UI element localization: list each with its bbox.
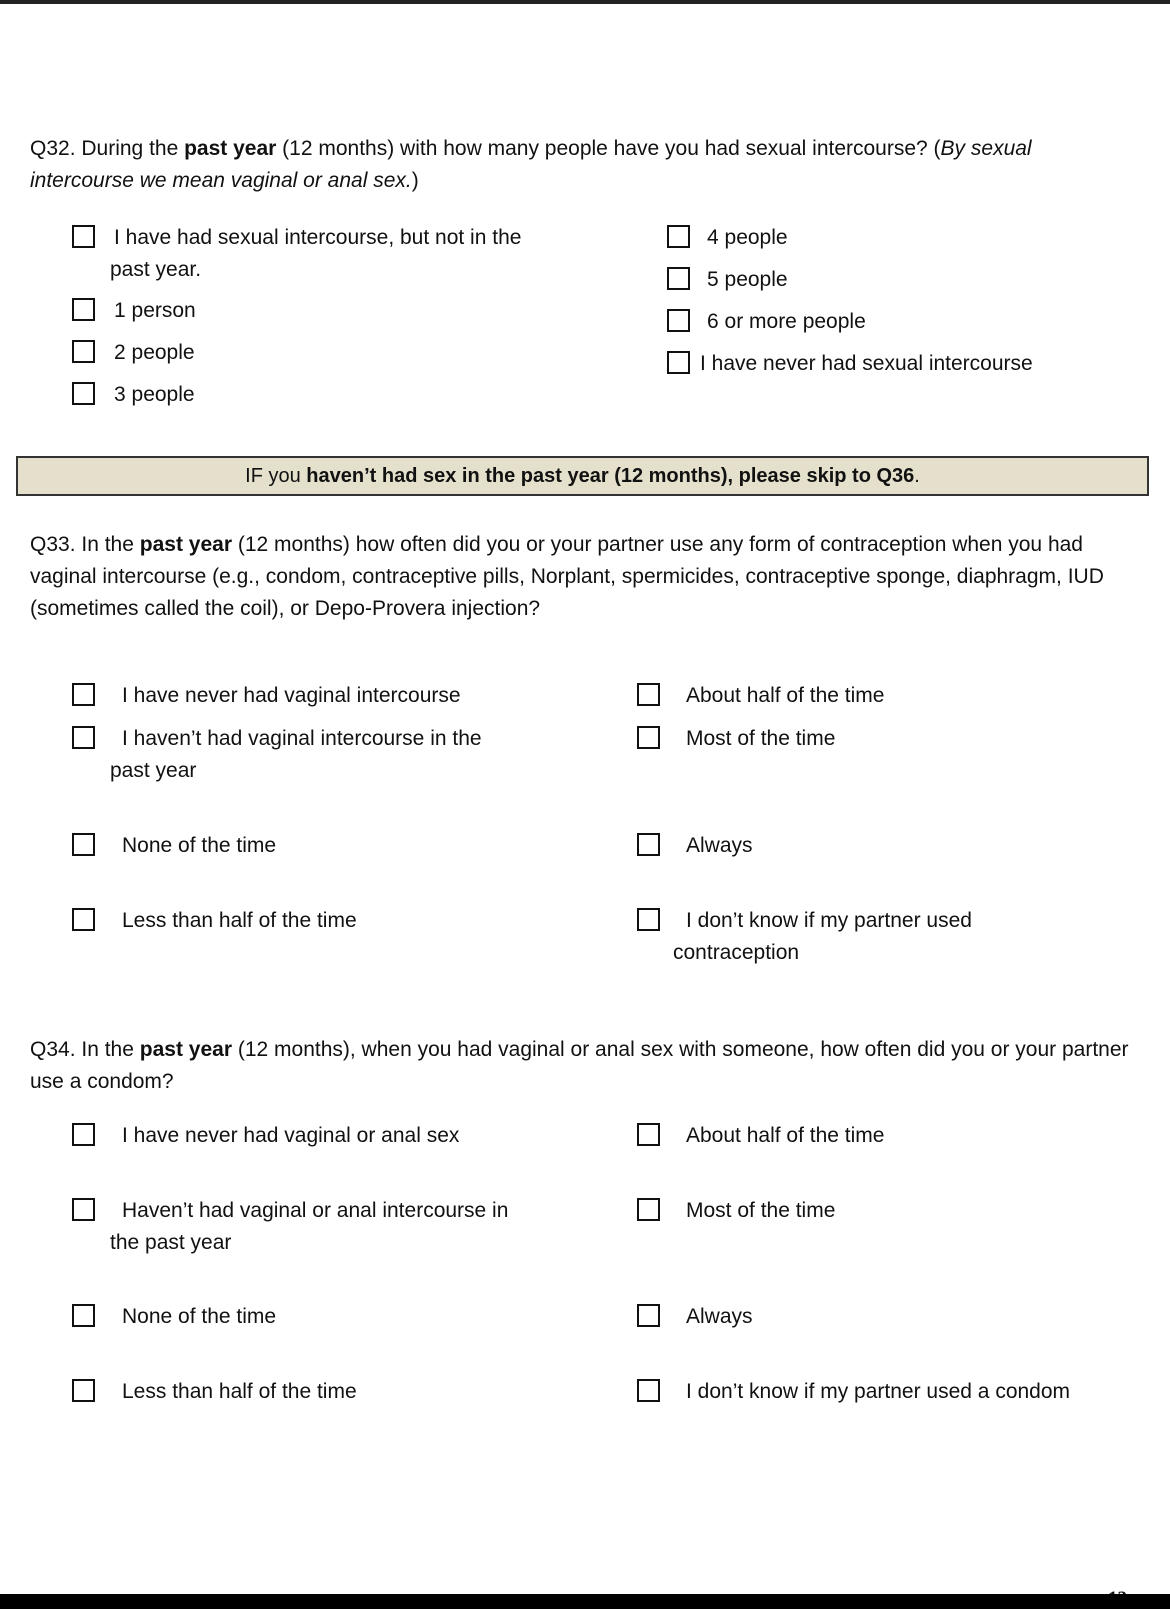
checkbox[interactable] — [72, 340, 95, 363]
checkbox[interactable] — [637, 833, 660, 856]
checkbox[interactable] — [637, 1379, 660, 1402]
checkbox[interactable] — [72, 225, 95, 248]
checkbox[interactable] — [72, 683, 95, 706]
checkbox[interactable] — [72, 382, 95, 405]
checkbox[interactable] — [667, 267, 690, 290]
checkbox[interactable] — [637, 1123, 660, 1146]
checkbox[interactable] — [667, 309, 690, 332]
skip-instruction: IF you haven’t had sex in the past year (12 months), please skip to Q36. — [16, 456, 1149, 496]
checkbox[interactable] — [72, 298, 95, 321]
q34-question: Q34. In the past year (12 months), when you had vaginal or anal sex with someone, how often did you or your partner use a condom? — [30, 1038, 1129, 1093]
checkbox[interactable] — [72, 833, 95, 856]
checkbox[interactable] — [72, 726, 95, 749]
q32-question: Q32. During the past year (12 months) with how many people have you had sexual intercourse? (By sexual intercourse we mean vaginal or anal sex.) — [30, 137, 1032, 192]
checkbox[interactable] — [667, 351, 690, 374]
checkbox[interactable] — [637, 908, 660, 931]
checkbox[interactable] — [637, 1304, 660, 1327]
checkbox[interactable] — [667, 225, 690, 248]
checkbox[interactable] — [72, 1123, 95, 1146]
checkbox[interactable] — [637, 726, 660, 749]
checkbox[interactable] — [72, 1198, 95, 1221]
checkbox[interactable] — [72, 1304, 95, 1327]
checkbox[interactable] — [637, 683, 660, 706]
checkbox[interactable] — [637, 1198, 660, 1221]
checkbox[interactable] — [72, 1379, 95, 1402]
bottom-bar — [0, 1594, 1170, 1609]
q33-question: Q33. In the past year (12 months) how often did you or your partner use any form of contraception when you had vaginal intercourse (e.g., condom, contraceptive pills, Norplant, spermicides, contraceptive sponge, diaphragm, IUD (sometimes called the coil), or Depo-Provera injection? — [30, 533, 1104, 620]
top-rule — [0, 0, 1170, 4]
checkbox[interactable] — [72, 908, 95, 931]
